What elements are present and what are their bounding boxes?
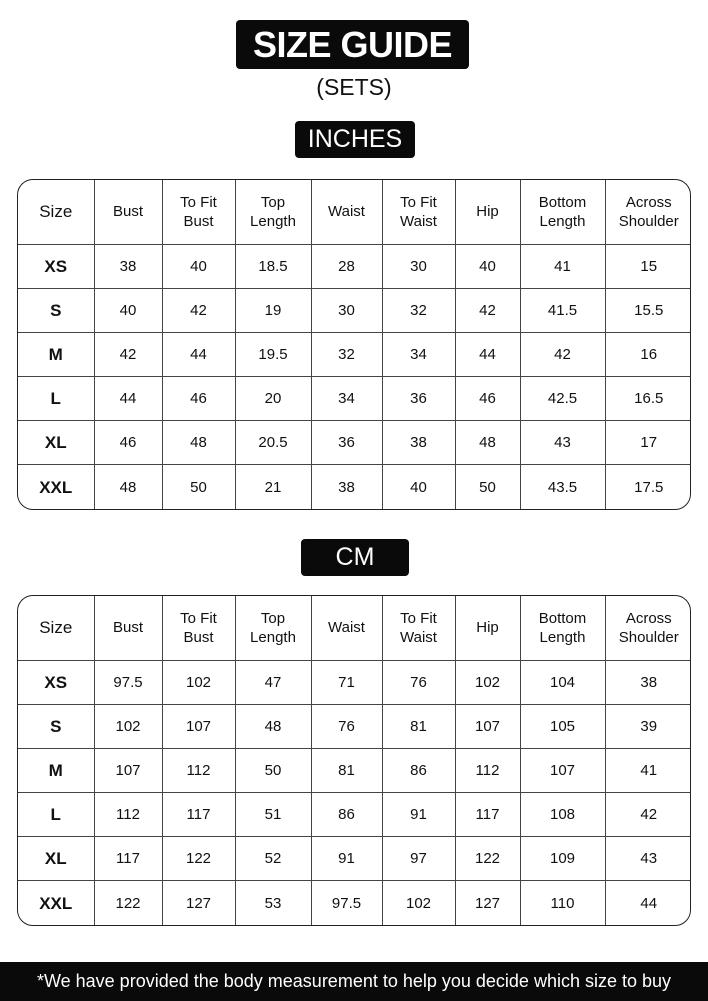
measurement-cell: 28 <box>311 244 382 288</box>
cm-header-cell: Hip <box>455 596 520 660</box>
measurement-cell: 42 <box>162 288 235 332</box>
measurement-cell: 41 <box>520 244 605 288</box>
measurement-cell: 86 <box>311 792 382 836</box>
measurement-cell: 32 <box>311 332 382 376</box>
cm-header-cell: Bottom Length <box>520 596 605 660</box>
size-label: XS <box>18 660 94 704</box>
cm-size-table <box>17 595 691 926</box>
measurement-cell: 127 <box>162 881 235 925</box>
measurement-cell: 107 <box>162 704 235 748</box>
table-row <box>18 332 691 376</box>
size-label: L <box>18 792 94 836</box>
measurement-cell: 36 <box>382 376 455 420</box>
cm-header-cell: To Fit Bust <box>162 596 235 660</box>
measurement-cell: 107 <box>94 748 162 792</box>
cm-header-cell: Bust <box>94 596 162 660</box>
measurement-cell: 81 <box>311 748 382 792</box>
measurement-cell: 46 <box>162 376 235 420</box>
measurement-cell: 20 <box>235 376 311 420</box>
measurement-cell: 44 <box>162 332 235 376</box>
table-row <box>18 244 691 288</box>
table-row <box>18 748 691 792</box>
measurement-cell: 42 <box>605 792 691 836</box>
measurement-cell: 102 <box>94 704 162 748</box>
measurement-cell: 43 <box>520 421 605 465</box>
measurement-cell: 44 <box>94 376 162 420</box>
measurement-cell: 122 <box>162 837 235 881</box>
measurement-cell: 39 <box>605 704 691 748</box>
measurement-cell: 71 <box>311 660 382 704</box>
inches-unit-label: INCHES <box>295 121 415 158</box>
measurement-cell: 104 <box>520 660 605 704</box>
page-subtitle: (SETS) <box>316 74 392 100</box>
measurement-cell: 19 <box>235 288 311 332</box>
measurement-cell: 48 <box>455 421 520 465</box>
measurement-cell: 42.5 <box>520 376 605 420</box>
measurement-cell: 108 <box>520 792 605 836</box>
measurement-cell: 117 <box>94 837 162 881</box>
measurement-cell: 50 <box>455 465 520 509</box>
measurement-cell: 91 <box>311 837 382 881</box>
measurement-cell: 40 <box>455 244 520 288</box>
measurement-cell: 40 <box>94 288 162 332</box>
inches-header-cell: Waist <box>311 180 382 244</box>
measurement-cell: 48 <box>162 421 235 465</box>
size-label: XL <box>18 421 94 465</box>
cm-table <box>18 596 691 925</box>
table-row <box>18 792 691 836</box>
measurement-cell: 86 <box>382 748 455 792</box>
cm-unit-label: CM <box>301 539 409 576</box>
measurement-cell: 91 <box>382 792 455 836</box>
inches-table <box>18 180 691 509</box>
measurement-cell: 112 <box>94 792 162 836</box>
measurement-cell: 17.5 <box>605 465 691 509</box>
inches-header-cell: To Fit Waist <box>382 180 455 244</box>
measurement-cell: 20.5 <box>235 421 311 465</box>
measurement-cell: 16.5 <box>605 376 691 420</box>
measurement-cell: 102 <box>382 881 455 925</box>
inches-header-cell: Bust <box>94 180 162 244</box>
inches-header-cell: Across Shoulder <box>605 180 691 244</box>
inches-header-cell: Top Length <box>235 180 311 244</box>
measurement-cell: 48 <box>94 465 162 509</box>
size-label: S <box>18 704 94 748</box>
measurement-cell: 43 <box>605 837 691 881</box>
measurement-cell: 44 <box>455 332 520 376</box>
measurement-cell: 30 <box>311 288 382 332</box>
inches-header-cell: Hip <box>455 180 520 244</box>
table-row <box>18 660 691 704</box>
size-label: M <box>18 332 94 376</box>
measurement-cell: 41.5 <box>520 288 605 332</box>
measurement-cell: 122 <box>94 881 162 925</box>
size-label: XXL <box>18 465 94 509</box>
cm-header-row <box>18 596 691 660</box>
cm-header-cell: Size <box>18 596 94 660</box>
cm-header-cell: Across Shoulder <box>605 596 691 660</box>
table-row <box>18 421 691 465</box>
measurement-cell: 97.5 <box>94 660 162 704</box>
measurement-cell: 47 <box>235 660 311 704</box>
measurement-cell: 110 <box>520 881 605 925</box>
measurement-cell: 107 <box>455 704 520 748</box>
measurement-cell: 36 <box>311 421 382 465</box>
measurement-cell: 40 <box>162 244 235 288</box>
table-row <box>18 837 691 881</box>
measurement-cell: 42 <box>520 332 605 376</box>
table-row <box>18 881 691 925</box>
measurement-cell: 46 <box>94 421 162 465</box>
measurement-cell: 50 <box>235 748 311 792</box>
measurement-cell: 38 <box>311 465 382 509</box>
measurement-cell: 38 <box>94 244 162 288</box>
measurement-cell: 34 <box>311 376 382 420</box>
size-label: XL <box>18 837 94 881</box>
measurement-cell: 50 <box>162 465 235 509</box>
measurement-cell: 32 <box>382 288 455 332</box>
measurement-cell: 122 <box>455 837 520 881</box>
measurement-cell: 102 <box>162 660 235 704</box>
cm-header-cell: To Fit Waist <box>382 596 455 660</box>
measurement-cell: 34 <box>382 332 455 376</box>
table-row <box>18 465 691 509</box>
measurement-cell: 19.5 <box>235 332 311 376</box>
measurement-cell: 109 <box>520 837 605 881</box>
measurement-cell: 81 <box>382 704 455 748</box>
measurement-cell: 17 <box>605 421 691 465</box>
measurement-cell: 52 <box>235 837 311 881</box>
measurement-cell: 127 <box>455 881 520 925</box>
measurement-cell: 117 <box>162 792 235 836</box>
measurement-cell: 107 <box>520 748 605 792</box>
cm-header-cell: Top Length <box>235 596 311 660</box>
table-row <box>18 376 691 420</box>
measurement-cell: 38 <box>382 421 455 465</box>
measurement-cell: 97 <box>382 837 455 881</box>
measurement-cell: 42 <box>94 332 162 376</box>
measurement-cell: 51 <box>235 792 311 836</box>
measurement-cell: 42 <box>455 288 520 332</box>
inches-size-table <box>17 179 691 510</box>
measurement-cell: 18.5 <box>235 244 311 288</box>
inches-header-cell: Bottom Length <box>520 180 605 244</box>
size-label: S <box>18 288 94 332</box>
measurement-cell: 15 <box>605 244 691 288</box>
measurement-cell: 48 <box>235 704 311 748</box>
cm-header-cell: Waist <box>311 596 382 660</box>
measurement-cell: 112 <box>455 748 520 792</box>
table-row <box>18 704 691 748</box>
measurement-cell: 38 <box>605 660 691 704</box>
measurement-cell: 102 <box>455 660 520 704</box>
measurement-cell: 40 <box>382 465 455 509</box>
measurement-cell: 43.5 <box>520 465 605 509</box>
size-label: L <box>18 376 94 420</box>
table-row <box>18 288 691 332</box>
measurement-cell: 15.5 <box>605 288 691 332</box>
footer-note: *We have provided the body measurement to help you decide which size to buy <box>0 962 708 1001</box>
size-label: M <box>18 748 94 792</box>
measurement-cell: 76 <box>382 660 455 704</box>
measurement-cell: 30 <box>382 244 455 288</box>
page-title: SIZE GUIDE <box>236 20 469 69</box>
size-label: XXL <box>18 881 94 925</box>
measurement-cell: 21 <box>235 465 311 509</box>
size-label: XS <box>18 244 94 288</box>
measurement-cell: 97.5 <box>311 881 382 925</box>
inches-header-cell: To Fit Bust <box>162 180 235 244</box>
measurement-cell: 46 <box>455 376 520 420</box>
measurement-cell: 76 <box>311 704 382 748</box>
inches-header-row <box>18 180 691 244</box>
measurement-cell: 112 <box>162 748 235 792</box>
measurement-cell: 105 <box>520 704 605 748</box>
measurement-cell: 44 <box>605 881 691 925</box>
measurement-cell: 16 <box>605 332 691 376</box>
measurement-cell: 117 <box>455 792 520 836</box>
measurement-cell: 41 <box>605 748 691 792</box>
inches-header-cell: Size <box>18 180 94 244</box>
measurement-cell: 53 <box>235 881 311 925</box>
